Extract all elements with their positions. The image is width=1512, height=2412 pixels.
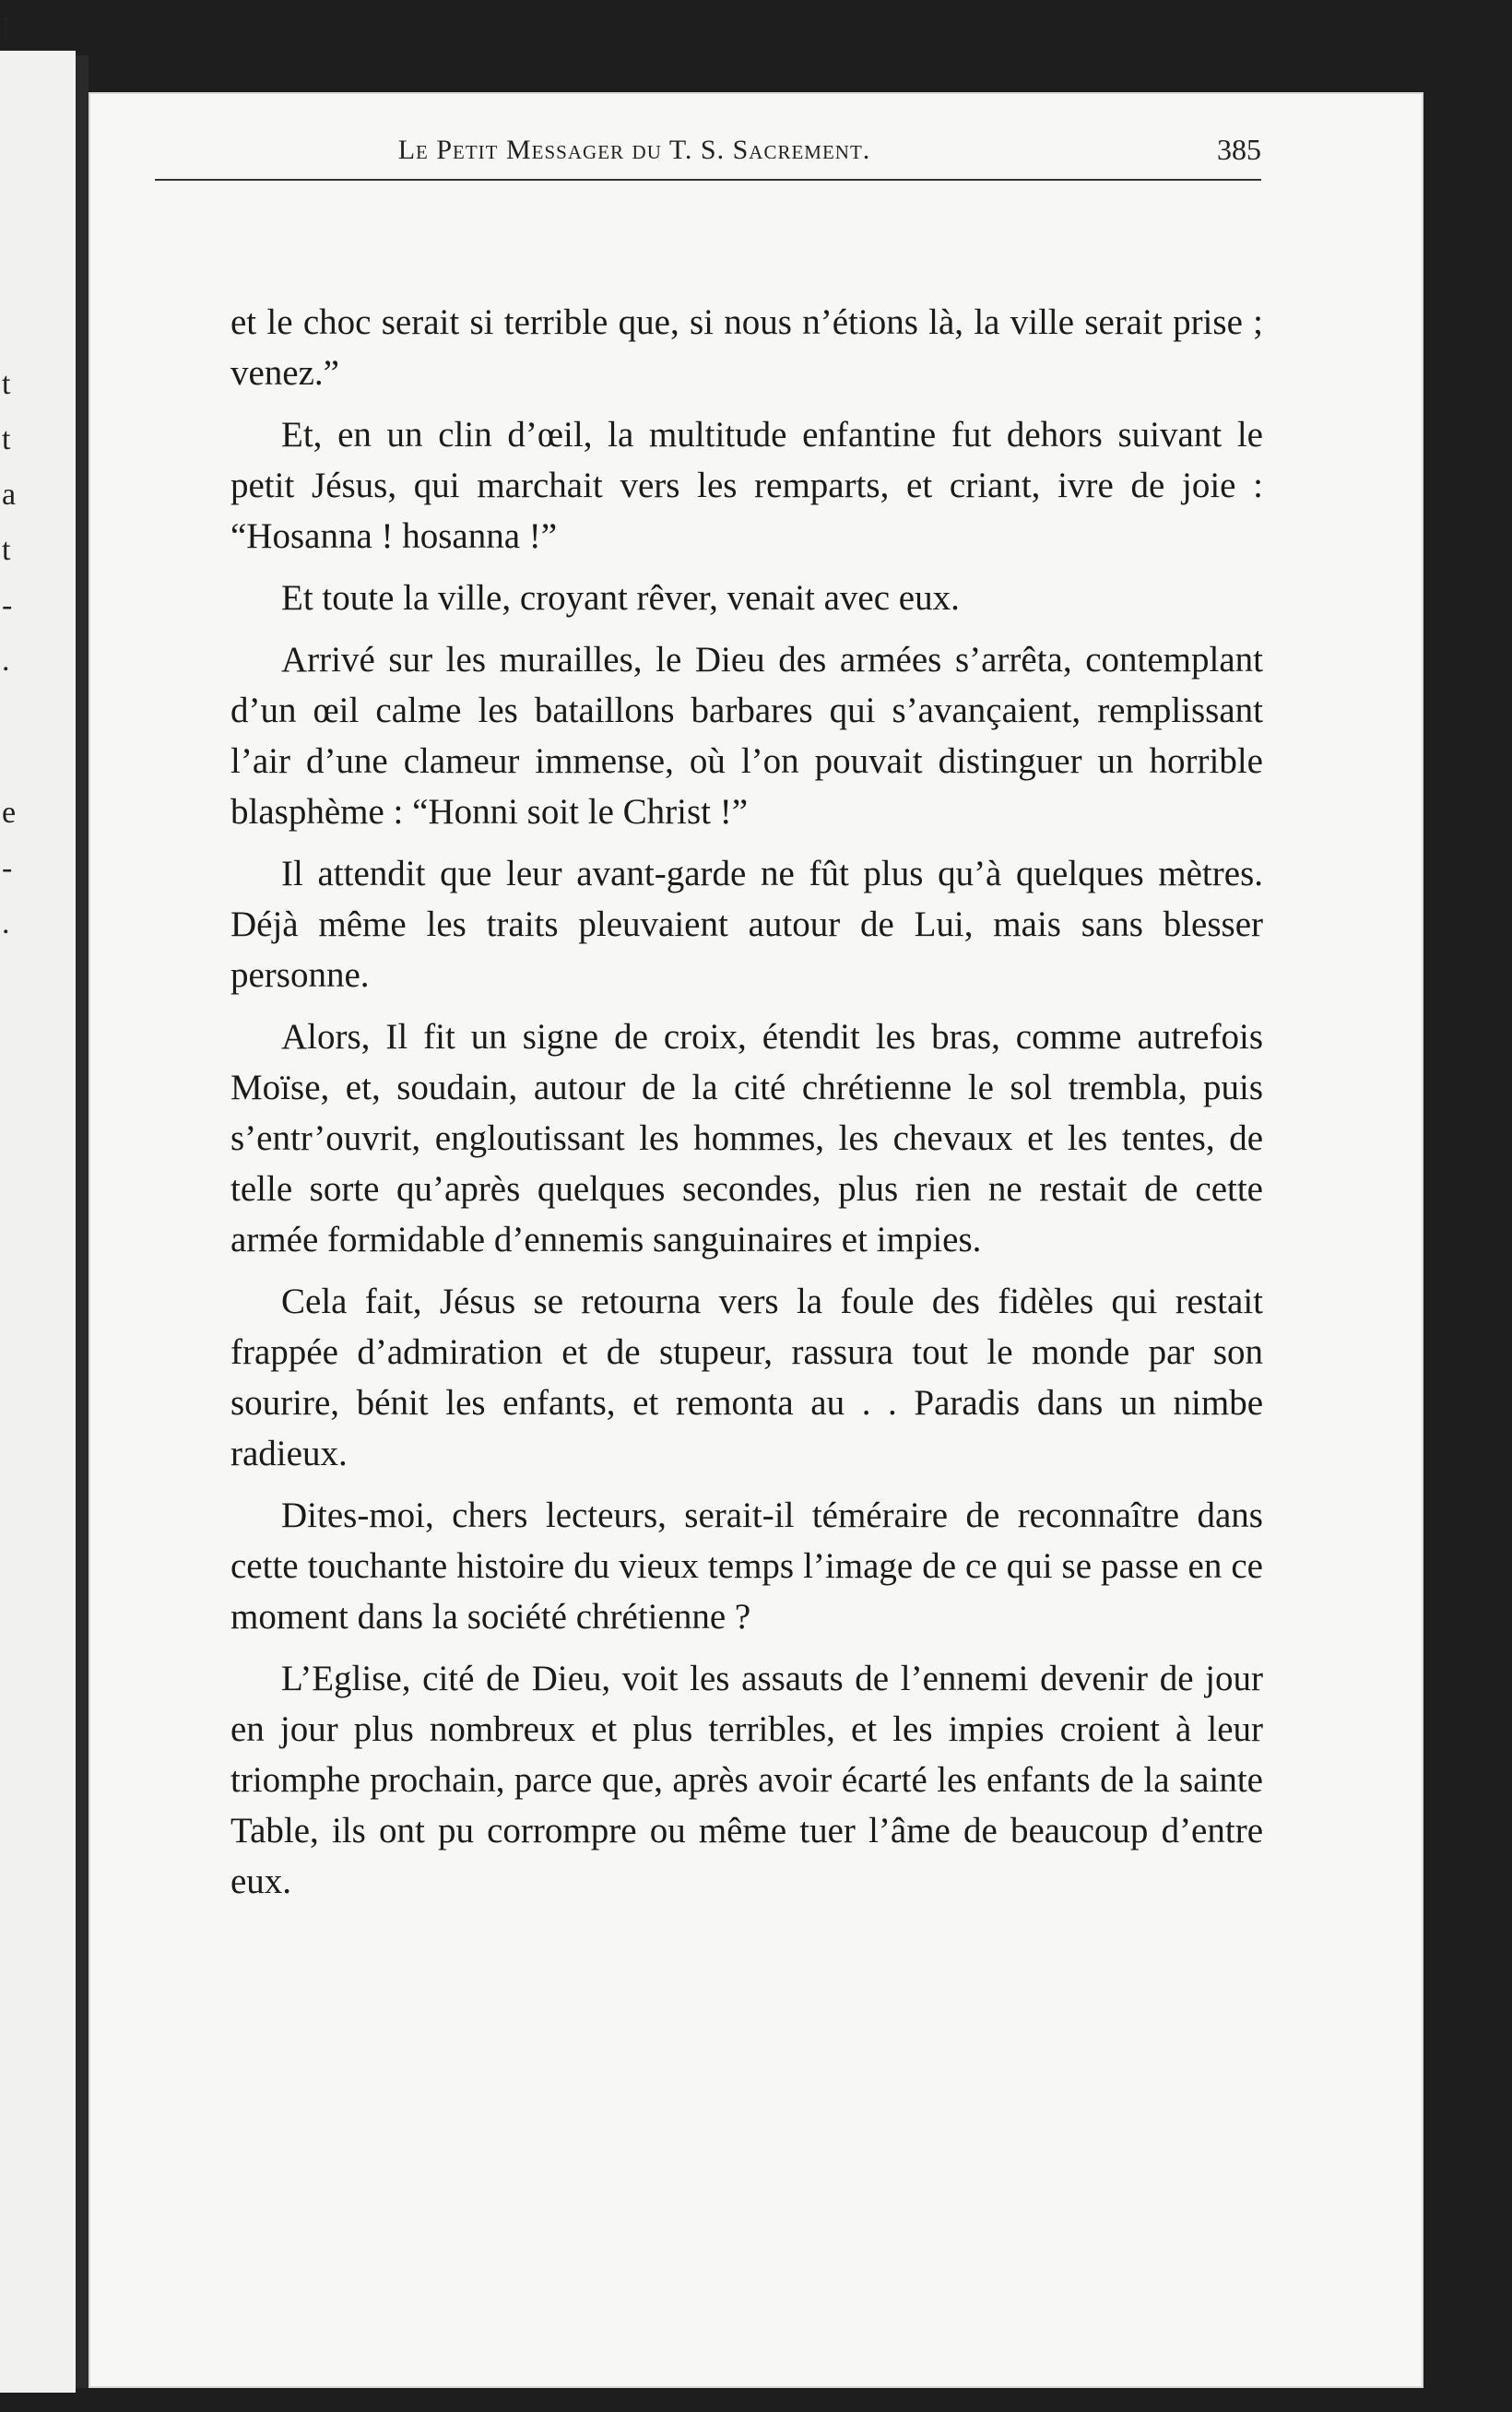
paragraph: Alors, Il fit un signe de croix, étendit les bras, comme autrefois Moïse, et, soudain, autour de la cité chrétienne le sol trembla, puis s’entr’ouvrit, engloutissant les hommes, les chevaux et les tentes, de telle sorte qu’après quelques secondes, plus rien ne restait de cette armée formidable d’ennemis sanguinaires et impies.: [230, 1017, 1263, 1259]
margin-fragment: t: [2, 533, 11, 567]
paragraph: Il attendit que leur avant-garde ne fût plus qu’à quelques mètres. Déjà même les traits pleuvaient autour de Lui, mais sans blesser personne.: [230, 854, 1263, 995]
paragraph: Et toute la ville, croyant rêver, venait avec eux.: [281, 578, 960, 618]
paragraph: Cela fait, Jésus se retourna vers la foule des fidèles qui restait frappée d’admiration et de stupeur, rassura tout le monde par son sourire, bénit les enfants, et remonta au . . Paradis dans un nimbe radieux.: [230, 1282, 1263, 1473]
margin-fragment: t: [2, 367, 11, 401]
running-head: Le Petit Messager du T. S. Sacrement.: [397, 135, 871, 165]
adjacent-page-edge: [0, 12, 76, 2393]
page-header: [155, 129, 1261, 181]
margin-fragment: a: [2, 478, 17, 512]
margin-fragment: -: [2, 851, 13, 885]
margin-fragment: .: [2, 644, 10, 678]
paragraph: L’Eglise, cité de Dieu, voit les assauts de l’ennemi devenir de jour en jour plus nombreux et plus terribles, et les impies croient à leur triomphe prochain, parce que, après avoir écarté les enfants de la sainte Table, ils ont pu corrompre ou même tuer l’âme de beaucoup d’entre eux.: [230, 1659, 1263, 1901]
margin-fragment: l: [2, 12, 11, 46]
margin-fragment: e: [2, 796, 17, 830]
body-text: [230, 297, 1263, 1918]
paragraph: Arrivé sur les murailles, le Dieu des armées s’arrêta, contemplant d’un œil calme les bataillons barbares qui s’avançaient, remplissant l’air d’une clameur immense, où l’on pouvait distinguer un horrible blasphème : “Honni soit le Christ !”: [230, 640, 1263, 832]
header-rule: [155, 179, 1261, 181]
margin-fragment: .: [2, 906, 10, 940]
margin-fragment: t: [2, 422, 11, 456]
book-gutter: [76, 55, 89, 2388]
margin-fragment: -: [2, 588, 13, 622]
paragraph: Et, en un clin d’œil, la multitude enfantine fut dehors suivant le petit Jésus, qui marchait vers les remparts, et criant, ivre de joie : “Hosanna ! hosanna !”: [230, 415, 1263, 556]
paragraph: Dites-moi, chers lecteurs, serait-il téméraire de reconnaître dans cette touchante histoire du vieux temps l’image de ce qui se passe en ce moment dans la société chrétienne ?: [230, 1496, 1263, 1637]
page-number: 385: [1217, 133, 1261, 166]
paragraph: et le choc serait si terrible que, si nous n’étions là, la ville serait prise ; venez.”: [230, 302, 1263, 393]
